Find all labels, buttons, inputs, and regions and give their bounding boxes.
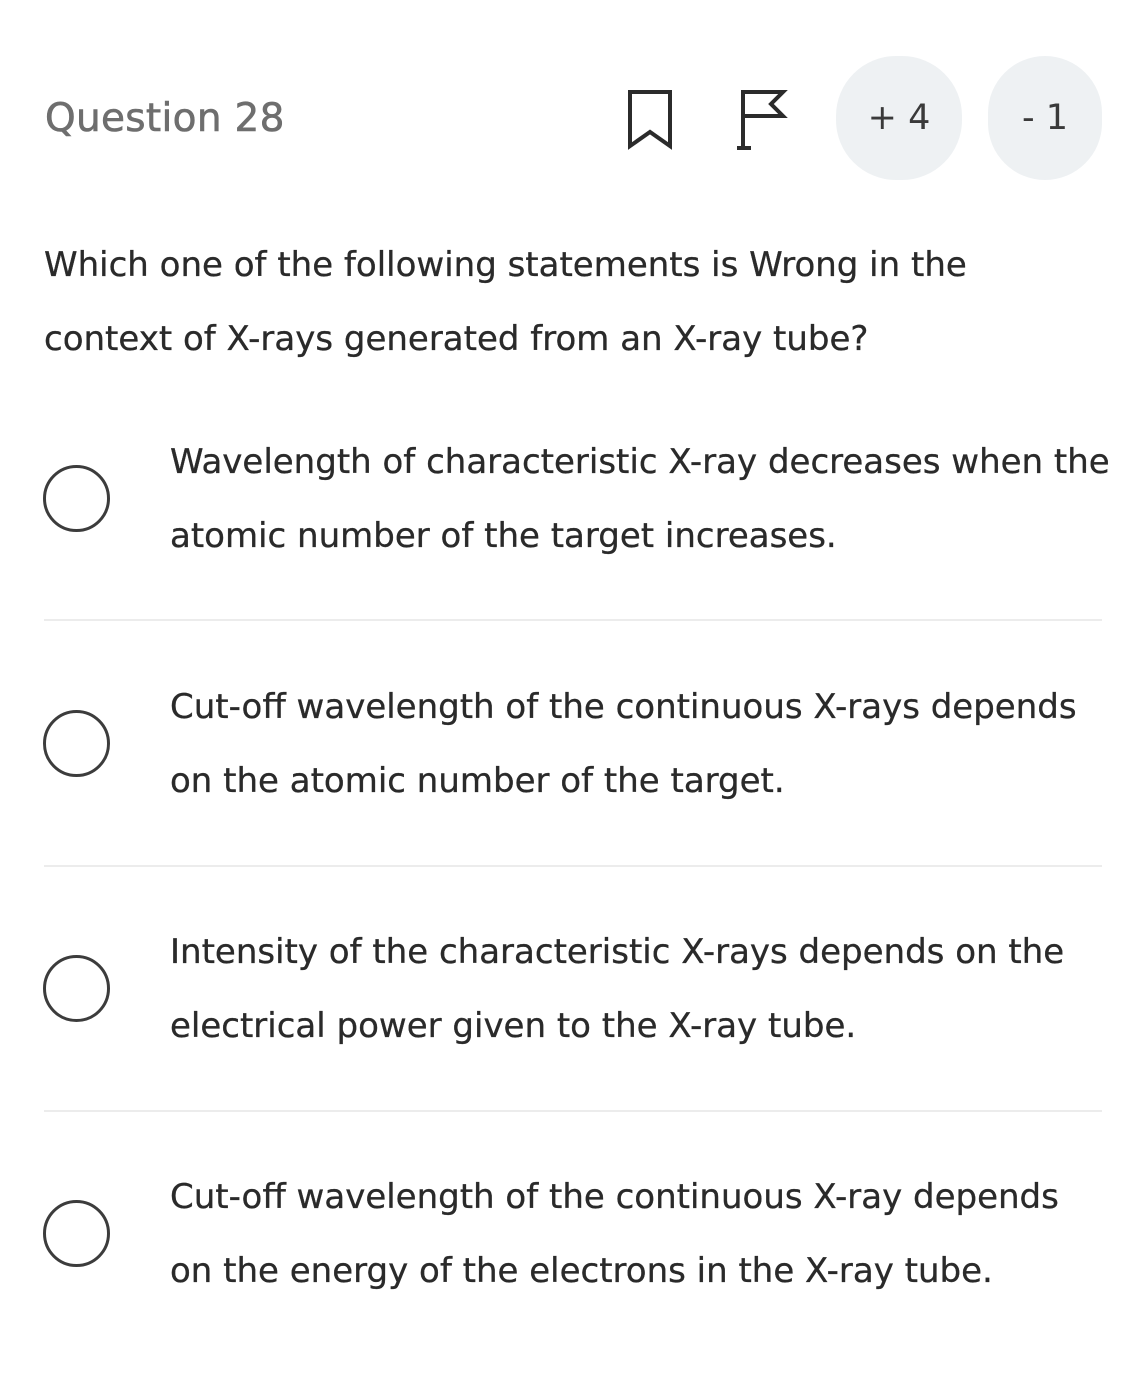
bookmark-button[interactable] — [620, 86, 680, 152]
option-3-radio[interactable] — [43, 955, 110, 1022]
bookmark-icon — [624, 88, 676, 150]
divider — [44, 619, 1102, 621]
option-2[interactable] — [0, 670, 1147, 820]
option-1[interactable] — [0, 425, 1147, 575]
flag-icon — [733, 86, 789, 152]
option-3[interactable] — [0, 915, 1147, 1065]
option-4-radio[interactable] — [43, 1200, 110, 1267]
option-4[interactable] — [0, 1160, 1147, 1310]
option-1-text: Wavelength of characteristic X-ray decreases when the atomic number of the target increases. — [170, 442, 1110, 556]
option-4-text: Cut-off wavelength of the continuous X-ray depends on the energy of the electrons in the X-ray tube. — [170, 1177, 1059, 1291]
flag-button[interactable] — [731, 86, 791, 152]
option-3-text: Intensity of the characteristic X-rays depends on the electrical power given to the X-ray tube. — [170, 932, 1065, 1046]
negative-marks-badge: - 1 — [988, 56, 1102, 180]
option-2-text: Cut-off wavelength of the continuous X-rays depends on the atomic number of the target. — [170, 687, 1077, 801]
option-2-radio[interactable] — [43, 710, 110, 777]
question-text: Which one of the following statements is Wrong in the context of X-rays generated from an X-ray tube? — [44, 245, 967, 359]
divider — [44, 865, 1102, 867]
question-header — [0, 0, 1147, 190]
option-1-radio[interactable] — [43, 465, 110, 532]
positive-marks-badge: + 4 — [836, 56, 962, 180]
question-number-label: Question 28 — [45, 96, 285, 141]
divider — [44, 1110, 1102, 1112]
